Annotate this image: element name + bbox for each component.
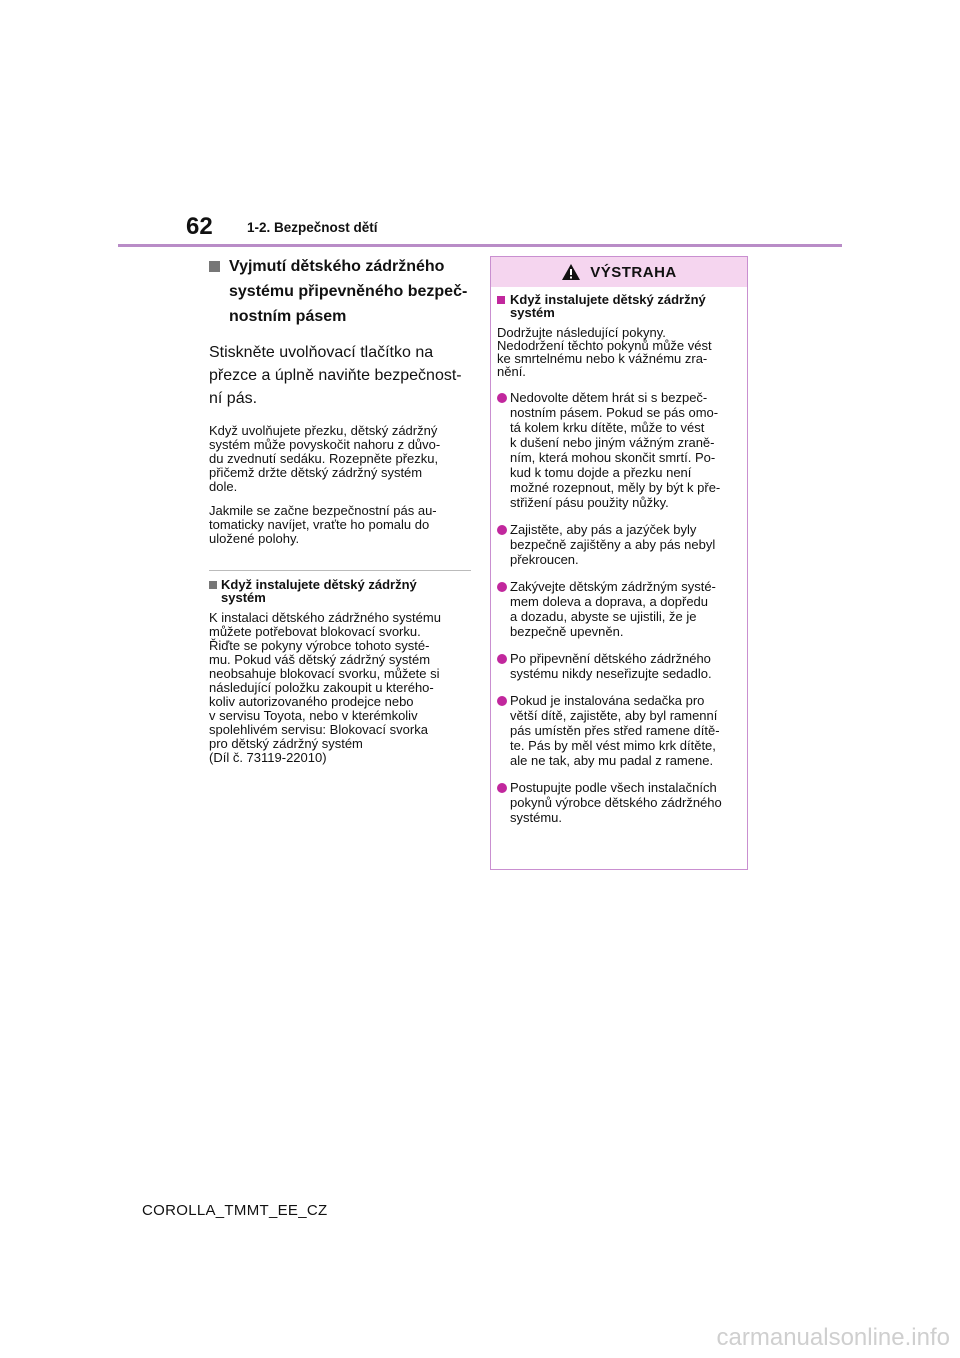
bullet-text: Postupujte podle všech instalačních pokynů výrobce dětského zádržného systému.	[510, 780, 722, 825]
bullet-dot	[497, 582, 507, 592]
locking-clip-paragraph: K instalaci dětského zádržného systému můžete potřebovat blokovací svorku. Řiďte se pokyny výrobce tohoto systé- mu. Pokud váš dětský zádržný systém neobsahuje blokovací svorku, můžete si následující položku zakoupit u kterého- koliv autorizovaného prodejce nebo v servisu Toyota, nebo v kterémkoliv spolehlivém servisu: Blokovací svorka pro dětský zádržný systém (Díl č. 73119-22010)	[209, 610, 441, 765]
warning-heading-text: Když instalujete dětský zádržný systém	[510, 292, 706, 320]
footer-code: COROLLA_TMMT_EE_CZ	[142, 1202, 328, 1219]
bullet-dot	[497, 783, 507, 793]
sub-heading-square-bullet	[209, 581, 217, 589]
warning-box	[490, 256, 748, 870]
left-column	[209, 254, 471, 765]
warning-triangle-icon	[561, 263, 581, 281]
warning-bullet	[497, 522, 741, 567]
main-heading-text: Vyjmutí dětského zádržného systému připevněného bezpeč- nostním pásem	[229, 258, 468, 325]
bullet-text: Zajistěte, aby pás a jazýček byly bezpečně zajištěny a aby pás nebyl překroucen.	[510, 522, 716, 567]
warning-title: VÝSTRAHA	[590, 263, 677, 281]
heading-square-bullet	[209, 261, 220, 272]
section-divider	[209, 570, 471, 571]
bullet-dot	[497, 393, 507, 403]
intro-text: Stiskněte uvolňovací tlačítko na přezce a úplně naviňte bezpečnost- ní pás.	[209, 344, 462, 407]
bullet-text: Nedovolte dětem hrát si s bezpeč- nostním pásem. Pokud se pás omo- tá kolem krku dítěte, může to vést k dušení nebo jiným vážným zraně- ním, která mohou skončit smrtí. Po- kud k tomu dojde a přezku není možné rozepnout, měly by být k pře- střižení pásu použity nůžky.	[510, 390, 721, 510]
warning-bullet	[497, 579, 741, 639]
page-number: 62	[186, 213, 213, 240]
sub-heading	[209, 578, 471, 604]
warning-bullet	[497, 693, 741, 768]
paragraph-release-buckle: Když uvolňujete přezku, dětský zádržný systém může povyskočit nahoru z důvo- du zvednutí sedáku. Rozepněte přezku, přičemž držte dětský zádržný systém dole.	[209, 423, 441, 494]
section-title: 1-2. Bezpečnost dětí	[247, 220, 378, 235]
header-rule	[118, 244, 842, 247]
bullet-dot	[497, 696, 507, 706]
watermark: carmanualsonline.info	[716, 1324, 950, 1351]
paragraph-retract-belt: Jakmile se začne bezpečnostní pás au- tomaticky navíjet, vraťte ho pomalu do uložené polohy.	[209, 503, 437, 546]
warning-bullet	[497, 390, 741, 510]
bullet-text: Zakývejte dětským zádržným systé- mem doleva a doprava, a dopředu a dozadu, abyste se ujistili, že je bezpečně upevněn.	[510, 579, 716, 639]
warning-intro: Dodržujte následující pokyny. Nedodržení těchto pokynů může vést ke smrtelnému nebo k vážnému zra- nění.	[497, 325, 712, 379]
warning-square-bullet	[497, 296, 505, 304]
warning-bullet	[497, 651, 741, 681]
warning-header	[491, 257, 747, 287]
sub-heading-text: Když instalujete dětský zádržný systém	[221, 577, 417, 605]
main-heading	[209, 254, 471, 329]
warning-body	[491, 287, 747, 825]
bullet-dot	[497, 654, 507, 664]
warning-heading	[497, 293, 741, 319]
bullet-text: Pokud je instalována sedačka pro větší dítě, zajistěte, aby byl ramenní pás umístěn přes střed ramene dítě- te. Pás by měl vést mimo krk dítěte, ale ne tak, aby mu padal z ramene.	[510, 693, 720, 768]
bullet-text: Po připevnění dětského zádržného systému nikdy neseřizujte sedadlo.	[510, 651, 712, 681]
warning-bullet	[497, 780, 741, 825]
bullet-dot	[497, 525, 507, 535]
